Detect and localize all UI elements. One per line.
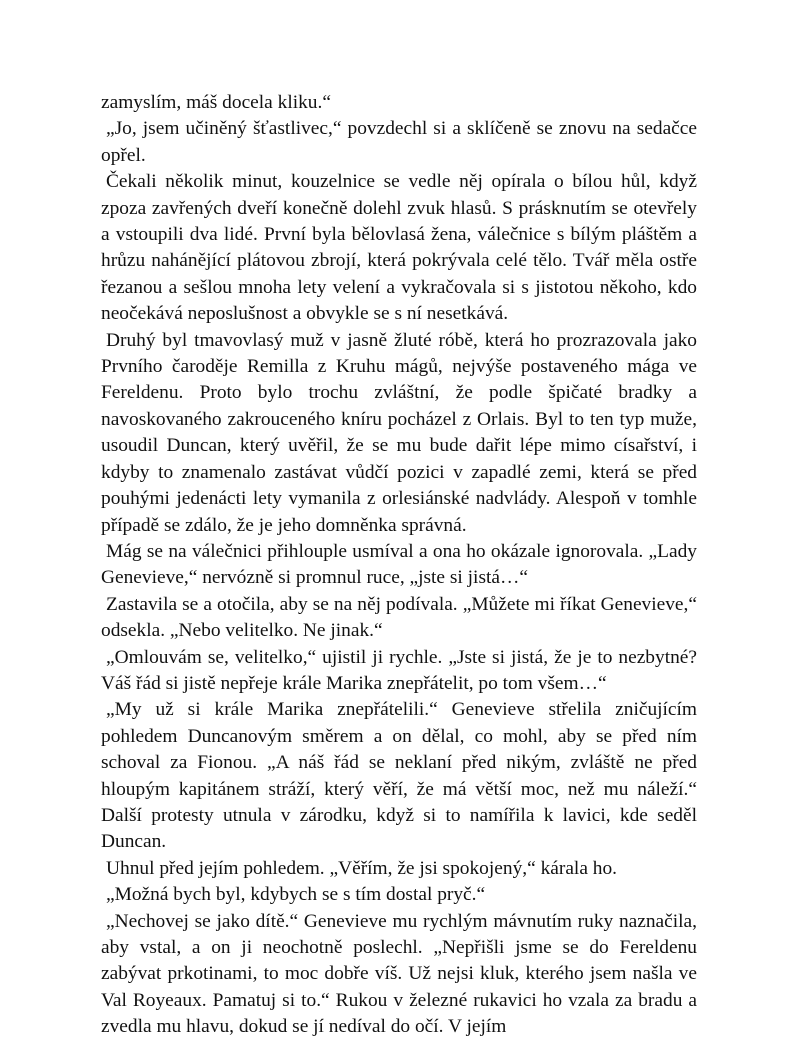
page-text [101,90,697,1041]
paragraph: „Možná bych byl, kdybych se s tím dostal pryč.“ [106,884,486,906]
paragraph: Zastavila se a otočila, aby se na něj podívala. „Můžete mi říkat Genevieve,“ odsekla. „Nebo velitelko. Ne jinak.“ [101,593,697,642]
paragraph: zamyslím, máš docela kliku.“ [101,92,331,113]
paragraph: Druhý byl tmavovlasý muž v jasně žluté róbě, která ho prozrazovala jako Prvního čaroděje Remilla z Kruhu mágů, nejvýše postaveného mága ve Fereldenu. Proto bylo trochu zvláštní, že podle špičaté bradky a navoskovaného zakrouceného kníru pocházel z Orlais. Byl to ten typ muže, usoudil Duncan, který uvěřil, že se mu bude dařit lépe mimo císařství, i kdyby to znamenalo zastávat vůdčí pozici v zapadlé zemi, která se před pouhými jedenácti lety vymanila z orlesiánské nadvlády. Alespoň v tomhle případě se zdálo, že je jeho domněnka správná. [101,329,697,536]
paragraph: Mág se na válečnici přihlouple usmíval a ona ho okázale ignorovala. „Lady Genevieve,“ nervózně si promnul ruce, „jste si jistá…“ [101,540,697,589]
paragraph: Uhnul před jejím pohledem. „Věřím, že jsi spokojený,“ kárala ho. [106,857,618,879]
paragraph: Čekali několik minut, kouzelnice se vedle něj opírala o bílou hůl, když zpoza zavřených dveří konečně dolehl zvuk hlasů. S prásknutím se otevřely a vstoupili dva lidé. První byla bělovlasá žena, válečnice s bílým pláštěm a hrůzu nahánějící plátovou zbrojí, která pokrývala celé tělo. Tvář měla ostře řezanou a sešlou mnoha lety velení a vykračovala si s jistotou někoho, kdo neočekává neposlušnost a obvykle se s ní nesetkává. [101,171,697,325]
paragraph: „Omlouvám se, velitelko,“ ujistil ji rychle. „Jste si jistá, že je to nezbytné? Váš řád si jistě nepřeje krále Marika znepřátelit, po tom všem…“ [101,646,697,694]
paragraph: „Jo, jsem učiněný šťastlivec,“ povzdechl si a sklíčeně se znovu na sedačce opřel. [101,118,697,166]
paragraph: „My už si krále Marika znepřátelili.“ Genevieve střelila zničujícím pohledem Duncanovým směrem a on dělal, co mohl, aby se před ním schoval za Fionou. „A náš řád se neklaní před nikým, zvláště ne před hloupým kapitánem stráží, který věří, že má větší moc, než mu náleží.“ Další protesty utnula v zárodku, když si to namířila k lavici, kde seděl Duncan. [101,699,697,853]
paragraph: „Nechovej se jako dítě.“ Genevieve mu rychlým mávnutím ruky naznačila, aby vstal, a on ji neochotně poslechl. „Nepřišli jsme se do Fereldenu zabývat prkotinami, to moc dobře víš. Už nejsi kluk, kterého jsem našla ve Val Royeaux. Pamatuj si to.“ Rukou v železné rukavici ho vzala za bradu a zvedla mu hlavu, dokud se jí nedíval do očí. V jejím [101,910,697,1038]
